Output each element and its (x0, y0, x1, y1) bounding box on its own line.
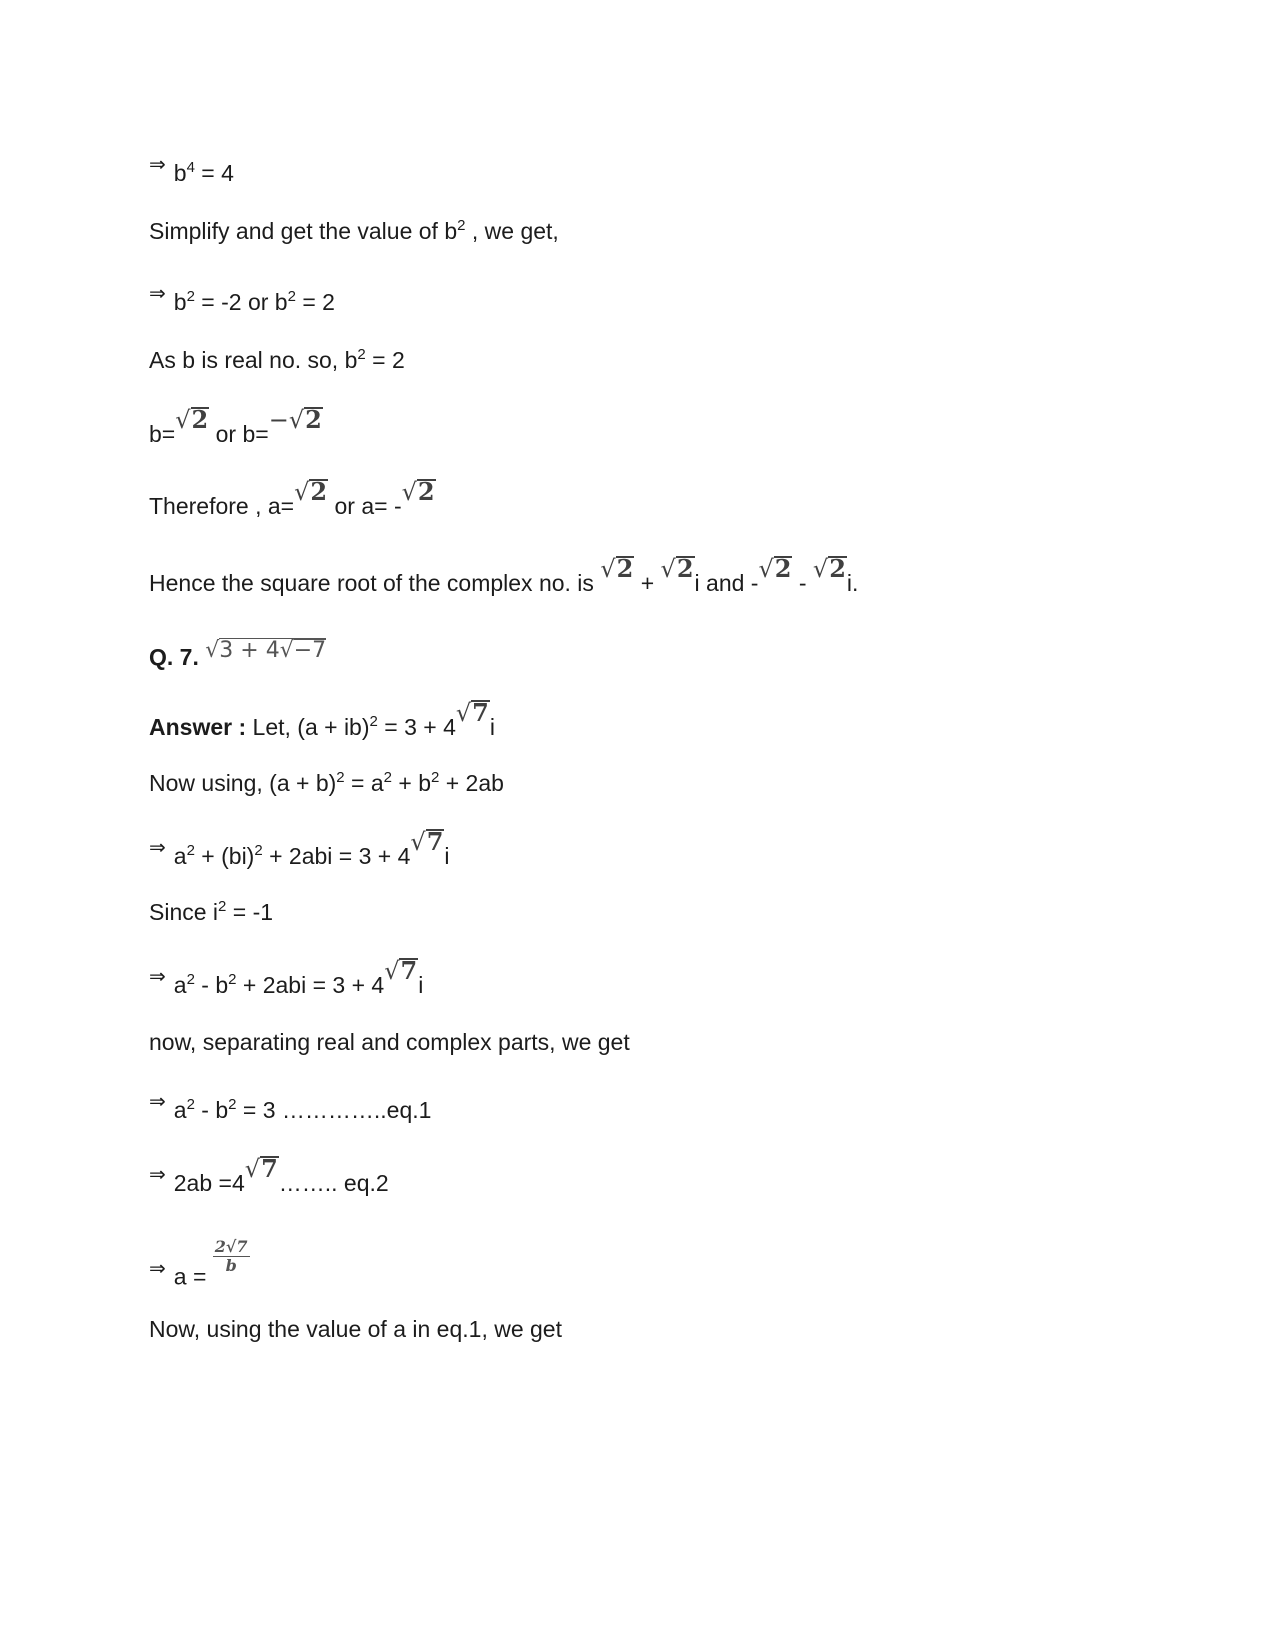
text-line: Therefore , a=√2 or a= -√2 (149, 477, 435, 519)
text-line: Now using, $(a + b)^2 = a^2 + b^2 + 2ab$ (149, 769, 504, 796)
implies-icon: ⇒ (149, 964, 166, 988)
equation-line: ⇒ $a^2 - b^2 = 3$ …………..eq.1 (149, 1095, 431, 1126)
implies-icon: ⇒ (149, 1255, 166, 1280)
answer-line: Answer : Let, (a + ib)$^2$ = 3 + 4√7i (149, 698, 495, 740)
question-radical-math: √3 + 4√−7 (205, 638, 327, 663)
text-line: now, separating real and complex parts, we get (149, 1029, 630, 1055)
sqrt-two-math: √2 (812, 554, 846, 583)
equation-line: ⇒ $b^2 = -2$ or $b^2 = 2$ (149, 287, 335, 318)
equation-line: ⇒ $a^2 + (bi)^2 + 2abi = 3 + 4√7i$ (149, 827, 450, 869)
text-line: Simplify and get the value of $b^2$ , we get, (149, 217, 559, 244)
equation-line: b=√2 or b=−√2 (149, 405, 322, 447)
equation-line: ⇒ 2ab =4√7…….. eq.2 (149, 1154, 389, 1196)
sqrt-seven-math: √7 (384, 956, 418, 985)
sqrt-seven-math: √7 (455, 698, 489, 727)
equation-line: ⇒ $b^4 = 4$ (149, 158, 234, 189)
sqrt-two-math: √2 (175, 405, 209, 434)
sqrt-seven-math: √7 (410, 827, 444, 856)
fraction-math: $\frac{2√7}{b}$ (214, 1237, 248, 1275)
sqrt-two-math: √2 (294, 477, 328, 506)
text-line: Since $i^2 = -1$ (149, 898, 274, 925)
sqrt-two-math: √2 (758, 554, 792, 583)
implies-icon: ⇒ (149, 1162, 166, 1186)
implies-icon: ⇒ (149, 152, 166, 176)
implies-icon: ⇒ (149, 281, 166, 305)
text-line: Now, using the value of a in eq.1, we get (149, 1316, 562, 1342)
equation-line: ⇒ a = $\frac{2√7}{b}$ (149, 1237, 248, 1290)
implies-icon: ⇒ (149, 1089, 166, 1113)
sqrt-two-math: √2 (600, 554, 634, 583)
text-line: As b is real no. so, $b^2 = 2$ (149, 346, 405, 373)
question-heading: Q. 7. √3 + 4√−7 (149, 638, 327, 670)
neg-sqrt-two-math: −√2 (268, 405, 322, 434)
sqrt-seven-math: √7 (244, 1154, 278, 1183)
sqrt-two-math: √2 (660, 554, 694, 583)
sqrt-two-math: √2 (401, 477, 435, 506)
equation-line: ⇒ $a^2 - b^2 + 2abi = 3 + 4√7i$ (149, 956, 424, 998)
implies-icon: ⇒ (149, 835, 166, 859)
text-line: Hence the square root of the complex no. is √2 + √2i and -√2 - √2i. (149, 554, 859, 596)
